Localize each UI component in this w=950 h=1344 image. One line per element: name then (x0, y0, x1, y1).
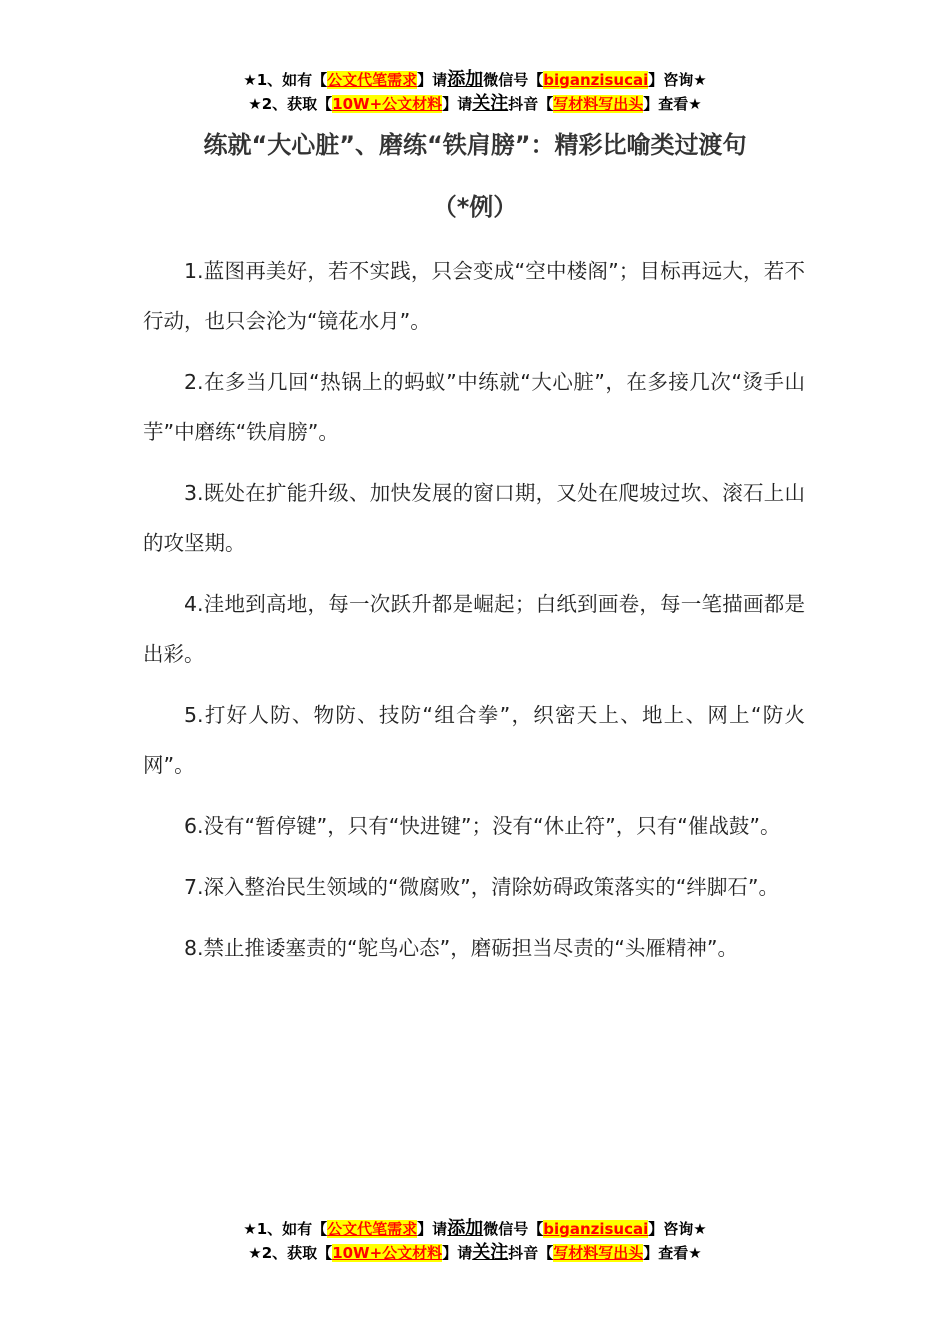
highlight-wechat-id: biganzisucai (543, 71, 649, 89)
highlight-service: 公文代笔需求 (327, 71, 418, 89)
highlight-service: 公文代笔需求 (327, 1220, 418, 1238)
paragraph-2: 2.在多当几回“热锅上的蚂蚁”中练就“大心脏”，在多接几次“烫手山芋”中磨练“铁肩膀”。 (143, 370, 805, 444)
paragraph-8: 8.禁止推诿塞责的“鸵鸟心态”，磨砺担当尽责的“头雁精神”。 (184, 936, 739, 960)
banner-line-2: ★2、获取【10W+公文材料】请关注抖音【写材料写出头】查看★ (248, 1242, 702, 1263)
header-banner (0, 68, 950, 116)
paragraph-5: 5.打好人防、物防、技防“组合拳”，织密天上、地上、网上“防火网”。 (143, 703, 805, 777)
paragraph-6: 6.没有“暂停键”，只有“快进键”；没有“休止符”，只有“催战鼓”。 (184, 814, 781, 838)
banner-line-2: ★2、获取【10W+公文材料】请关注抖音【写材料写出头】查看★ (248, 93, 702, 114)
highlight-douyin-id: 写材料写出头 (553, 1244, 644, 1262)
page-title: 练就“大心脏”、磨练“铁肩膀”：精彩比喻类过渡句 (203, 131, 747, 159)
banner-line-1: ★1、如有【公文代笔需求】请添加微信号【biganzisucai】咨询★ (243, 1218, 707, 1239)
highlight-wechat-id: biganzisucai (543, 1220, 649, 1238)
banner-line-1: ★1、如有【公文代笔需求】请添加微信号【biganzisucai】咨询★ (243, 69, 707, 90)
paragraph-1: 1.蓝图再美好，若不实践，只会变成“空中楼阁”；目标再远大，若不行动，也只会沦为“镜花水月”。 (143, 259, 805, 333)
page-subtitle: （*例） (432, 193, 518, 221)
highlight-materials: 10W+公文材料 (332, 1244, 443, 1262)
paragraph-3: 3.既处在扩能升级、加快发展的窗口期，又处在爬坡过坎、滚石上山的攻坚期。 (143, 481, 805, 555)
paragraph-7: 7.深入整治民生领域的“微腐败”，清除妨碍政策落实的“绊脚石”。 (184, 875, 780, 899)
highlight-douyin-id: 写材料写出头 (553, 95, 644, 113)
document-body (143, 246, 805, 984)
highlight-materials: 10W+公文材料 (332, 95, 443, 113)
paragraph-4: 4.洼地到高地，每一次跃升都是崛起；白纸到画卷，每一笔描画都是出彩。 (143, 592, 805, 666)
footer-banner (0, 1217, 950, 1265)
